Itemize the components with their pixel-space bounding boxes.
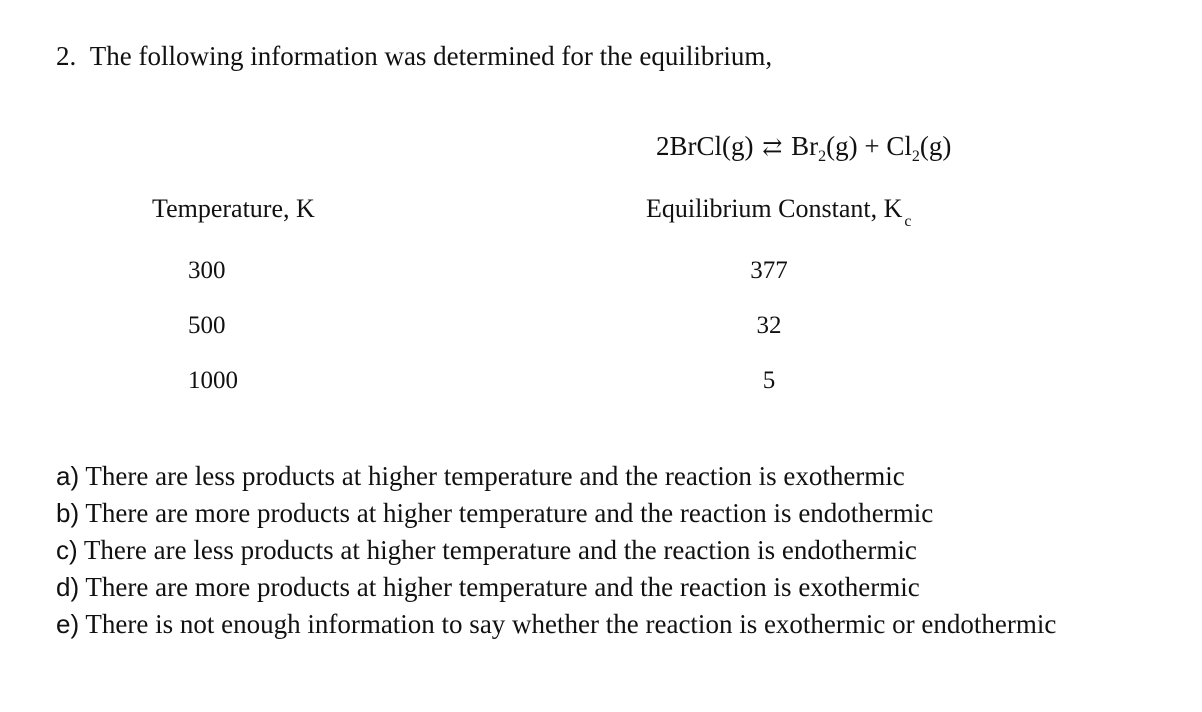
- equation-reactant: 2BrCl(g): [656, 131, 754, 161]
- temperature-cell: 500: [188, 312, 226, 339]
- question-prompt: The following information was determined for the equilibrium,: [89, 41, 773, 71]
- constant-cell: 5: [762, 367, 776, 394]
- answer-choice-a[interactable]: [56, 458, 1056, 495]
- equilibrium-arrow-icon: ⇄: [762, 135, 783, 161]
- equation-product-cl: Cl: [886, 131, 912, 161]
- equation-product-cl-subscript: 2: [911, 148, 920, 165]
- choice-letter: d): [56, 572, 80, 602]
- choice-text: There are less products at higher temperature and the reaction is endothermic: [77, 535, 917, 565]
- chemical-equation: [656, 131, 952, 165]
- question-text: [56, 41, 772, 72]
- equation-product-br: Br: [791, 131, 819, 161]
- choice-letter: e): [56, 609, 80, 639]
- choice-text: There are more products at higher temperature and the reaction is endothermic: [79, 498, 934, 528]
- equation-product-br-subscript: 2: [818, 148, 827, 165]
- answer-choice-c[interactable]: [56, 532, 1056, 569]
- constant-cell: 32: [756, 312, 782, 339]
- temperature-column-header: Temperature, K: [152, 194, 315, 223]
- answer-choices: [56, 458, 1056, 643]
- choice-letter: a): [56, 461, 80, 491]
- choice-text: There are less products at higher temperature and the reaction is exothermic: [79, 461, 905, 491]
- constant-column-header: [646, 194, 912, 230]
- constant-cell: 377: [750, 257, 788, 284]
- answer-choice-b[interactable]: [56, 495, 1056, 532]
- choice-letter: b): [56, 498, 80, 528]
- equation-product-br-state: (g) +: [826, 131, 887, 161]
- constant-header-subscript: c: [904, 213, 912, 230]
- temperature-cell: 300: [188, 257, 226, 284]
- answer-choice-d[interactable]: [56, 569, 1056, 606]
- choice-text: There is not enough information to say whether the reaction is exothermic or endothermic: [79, 609, 1057, 639]
- question-number: 2.: [56, 41, 77, 71]
- answer-choice-e[interactable]: [56, 606, 1056, 643]
- temperature-cell: 1000: [188, 367, 238, 394]
- constant-header-label: Equilibrium Constant, K: [646, 194, 903, 223]
- equation-product-cl-state: (g): [919, 131, 952, 161]
- choice-letter: c): [56, 535, 78, 565]
- choice-text: There are more products at higher temperature and the reaction is exothermic: [79, 572, 920, 602]
